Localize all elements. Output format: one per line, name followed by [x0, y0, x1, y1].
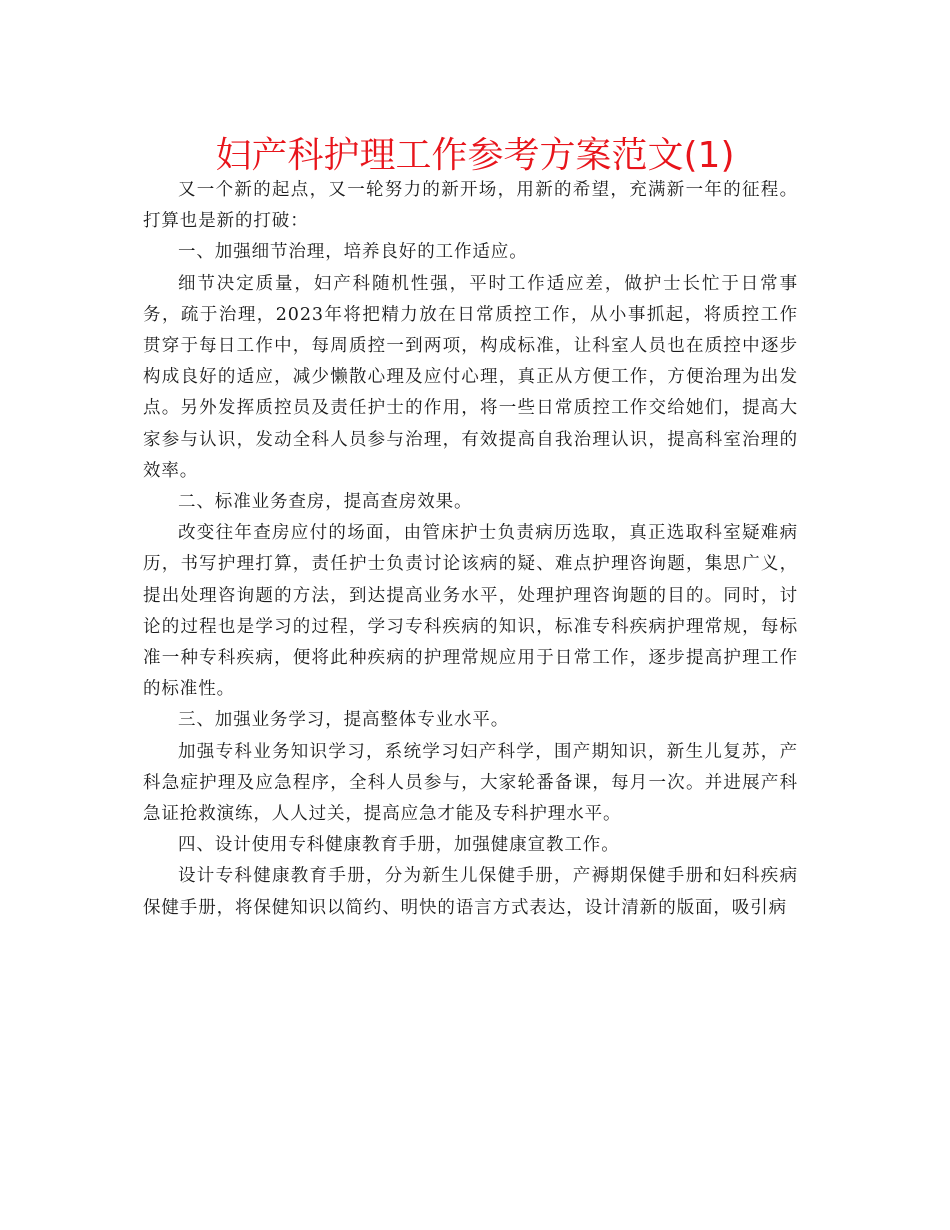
section-heading-4: 四、设计使用专科健康教育手册，加强健康宣教工作。 [178, 835, 620, 856]
section-heading-2: 二、标准业务查房，提高查房效果。 [178, 492, 473, 513]
document-body [143, 175, 798, 924]
section-paragraph-1: 细节决定质量，妇产科随机性强，平时工作适应差，做护士长忙于日常事务，疏于治理，2023年将把精力放在日常质控工作，从小事抓起，将质控工作贯穿于每日工作中，每周质控一到两项，构成标准，让科室人员也在质控中逐步构成良好的适应，减少懒散心理及应付心理，真正从方便工作，方便治理为出发点。另外发挥质控员及责任护士的作用，将一些日常质控工作交给她们，提高大家参与认识，发动全科人员参与治理，有效提高自我治理认识，提高科室治理的效率。 [143, 273, 798, 481]
section-paragraph-4: 设计专科健康教育手册，分为新生儿保健手册，产褥期保健手册和妇科疾病保健手册，将保健知识以简约、明快的语言方式表达，设计清新的版面，吸引病 [143, 866, 798, 918]
intro-paragraph: 又一个新的起点，又一轮努力的新开场，用新的希望，充满新一年的征程。打算也是新的打破： [143, 180, 798, 232]
document-title: 妇产科护理工作参考方案范文(1) [215, 135, 735, 176]
section-paragraph-2: 改变往年查房应付的场面，由管床护士负责病历选取，真正选取科室疑难病历，书写护理打算，责任护士负责讨论该病的疑、难点护理咨询题，集思广义，提出处理咨询题的方法，到达提高业务水平，处理护理咨询题的目的。同时，讨论的过程也是学习的过程，学习专科疾病的知识，标准专科疾病护理常规，每标准一种专科疾病，便将此种疾病的护理常规应用于日常工作，逐步提高护理工作的标准性。 [143, 523, 798, 700]
section-heading-3: 三、加强业务学习，提高整体专业水平。 [178, 710, 510, 731]
section-paragraph-3: 加强专科业务知识学习，系统学习妇产科学，围产期知识，新生儿复苏，产科急症护理及应急程序，全科人员参与，大家轮番备课，每月一次。并进展产科急证抢救演练，人人过关，提高应急才能及专科护理水平。 [143, 741, 798, 825]
section-heading-1: 一、加强细节治理，培养良好的工作适应。 [178, 242, 528, 263]
